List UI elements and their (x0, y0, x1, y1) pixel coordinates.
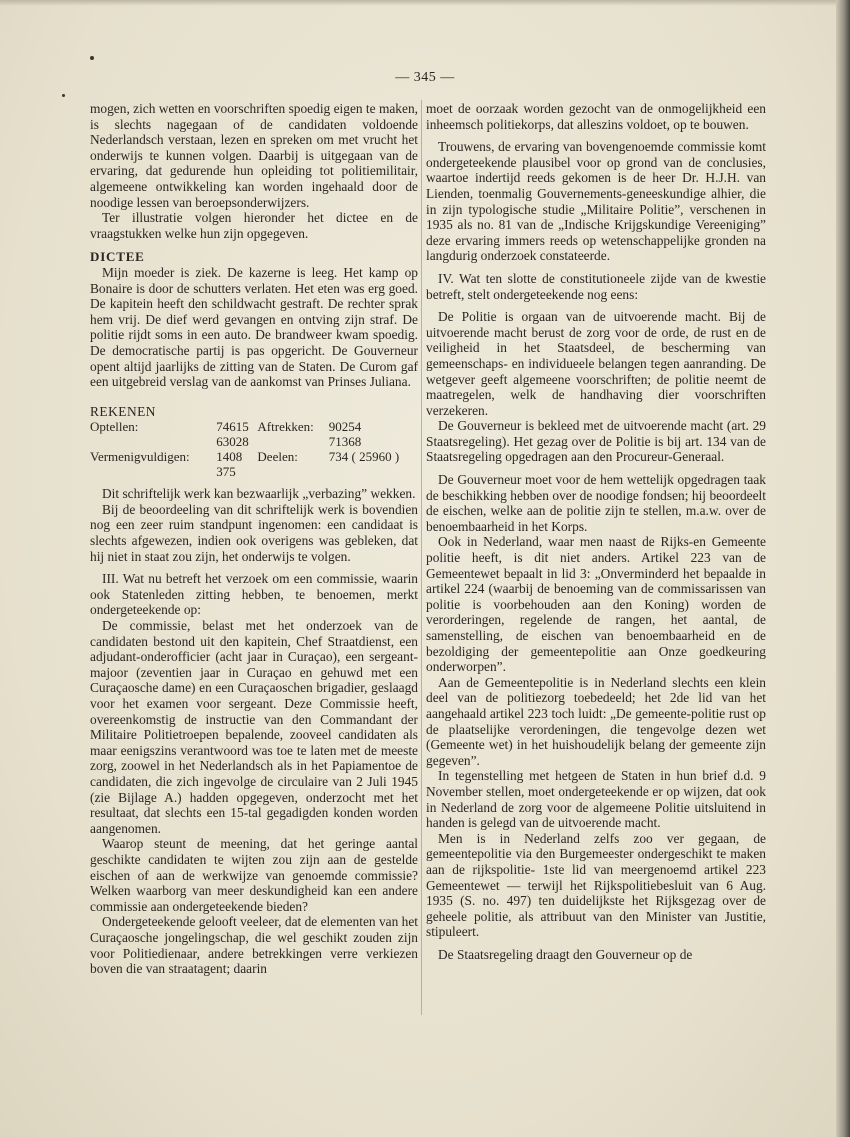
optellen-label: Optellen: (90, 419, 139, 435)
paragraph: moet de oorzaak worden gezocht van de onmogelijkheid een inheemsch politiekorps, dat alleszins voldoet, op te bouwen. (426, 101, 766, 132)
paragraph: Ter illustratie volgen hieronder het dictee en de vraagstukken welke hun zijn opgegeven. (90, 210, 418, 241)
aftrekken-value-a: 90254 (328, 419, 362, 435)
paragraph: De Gouverneur is bekleed met de uitvoerende macht (art. 29 Staatsregeling). Het gezag over de Politie is bij art. 134 van de Staatsregeling opgedragen aan den Procureur-Generaal. (426, 418, 766, 465)
paragraph: Waarop steunt de meening, dat het geringe aantal geschikte candidaten te wijten zou zijn aan de gestelde eischen of aan de werkwijze van genoemde commissie? Welken waarborg van meer deskundigheid kan een andere commissie aan ondergeteekende bieden? (90, 836, 418, 914)
page-top-shadow (0, 0, 850, 6)
rekenen-heading: REKENEN (90, 403, 156, 419)
dictee-heading: DICTEE (90, 249, 145, 265)
paragraph: Trouwens, de ervaring van bovengenoemde commissie komt ondergeteekende plausibel voor op grond van de conclusies, waartoe indertijd reeds gekomen is de heer Dr. H.J.H. van Lienden, toenmalig Gouvernements-geneeskundige alhier, die in zijn typologische studie „Militaire Politie”, verschenen in 1935 als no. 81 van de „Indische Krijgskundige Vereeniging” deze ervaring immers reeds op wetenschappelijke gronden na langdurig onderzoek constateerde. (426, 139, 766, 264)
deelen-label: Deelen: (257, 449, 298, 465)
paragraph: III. Wat nu betreft het verzoek om een commissie, waarin ook Statenleden zitting hebben, te benoemen, merkt ondergeteekende op: (90, 571, 418, 618)
paragraph: De Politie is orgaan van de uitvoerende macht. Bij de uitvoerende macht berust de zorg voor de orde, de rust en de veiligheid in het Staatsdeel, de bescherming van gemeenschaps- en individueele belangen tegen aanranding. De wetgever geeft algemeene voorschriften; de politie neemt de maatregelen, welk de handhaving dier voorschriften verzekeren. (426, 309, 766, 418)
vermenigvuldigen-value-a: 1408 (216, 449, 243, 465)
right-column (426, 101, 766, 962)
paragraph: mogen, zich wetten en voorschriften spoedig eigen te maken, is slechts nagegaan of de candidaten voldoende Nederlandsch verstaan, lezen en spreken om met vrucht het onderwijs te kunnen volgen. Daarbij is uitgegaan van de ervaring, dat gedurende hun opleiding tot politiemilitair, algemeene ontwikkeling kan worden ingehaald door de noodige lessen van beroepsonderwijzers. (90, 101, 418, 210)
optellen-value-a: 74615 (216, 419, 249, 435)
paragraph: De Staatsregeling draagt den Gouverneur op de (438, 946, 693, 962)
paragraph: Men is in Nederland zelfs zoo ver gegaan, de gemeentepolitie via den Burgemeester ondergeschikt te maken aan de rijkspolitie- 1ste lid van meergenoemd artikel 223 Gemeentewet — terwijl het Rijkspolitiebesluit van 6 Aug. 1935 (S. no. 497) ten duidelijkste het Rijksgezag over de geheele politie, als attribuut van den Minister van Justitie, stipuleert. (426, 830, 766, 940)
paragraph: Aan de Gemeentepolitie is in Nederland slechts een klein deel van de politiezorg toebedeeld; het 2de lid van het aangehaald artikel 223 toch luidt: „De gemeente-politie rust op de plaatselijke verordeningen, die tengevolge dezen wet (Gemeente wet) in het huishoudelijk belang der gemeente zijn gegeven”. (426, 674, 766, 768)
optellen-value-b: 63028 (216, 434, 249, 450)
rekenen-table (90, 419, 418, 479)
ink-speck (62, 94, 65, 97)
deelen-value: 734 ( 25960 ) (328, 449, 400, 465)
paragraph: In tegenstelling met hetgeen de Staten in hun brief d.d. 9 November stellen, moet ondergeteekende er op wijzen, dat ook in Nederland de zorg voor de algemeene Politie uitsluitend in handen is gelegd van de uitvoerende macht. (426, 768, 766, 831)
paragraph: Ondergeteekende gelooft veeleer, dat de elementen van het Curaçaosche jongelingschap, die wel geschikt zouden zijn voor Politiedienaar, andere betrekkingen verre verkiezen boven die van straatagent; daarin (90, 914, 418, 977)
column-divider (421, 100, 422, 1015)
paragraph: De Gouverneur moet voor de hem wettelijk opgedragen taak de beschikking hebben over de noodige fondsen; hij beoordeelt de eischen, welke aan de politie zijn te stellen, m.a.w. over de benoembaarheid in het Korps. (426, 472, 766, 534)
vermenigvuldigen-label: Vermenigvuldigen: (90, 449, 190, 465)
vermenigvuldigen-value-b: 375 (216, 464, 236, 480)
page-right-edge (836, 0, 850, 1137)
ink-speck (90, 56, 94, 60)
page-number: — 345 — (395, 70, 455, 85)
paragraph: IV. Wat ten slotte de constitutioneele zijde van de kwestie betreft, stelt ondergeteekende nog eens: (426, 270, 766, 302)
aftrekken-value-b: 71368 (328, 434, 362, 450)
paragraph: Ook in Nederland, waar men naast de Rijks-en Gemeente politie heeft, is dit niet anders. Artikel 223 van de Gemeentewet bepaalt in lid 3: „Onverminderd het bepaalde in artikel 224 (waarbij de benoeming van de commissarissen van politie is voorbehouden aan den Koning) worden de verorderingen, regelende de rangen, het aantal, de samenstelling, de eischen van benoembaarheid en de bezoldiging der gemeentepolitie aan Onze goedkeuring onderworpen”. (426, 534, 766, 675)
paragraph: Bij de beoordeeling van dit schriftelijk werk is bovendien nog een zeer ruim standpunt ingenomen: een candidaat is slechts afgewezen, indien ook overigens was gebleken, dat hij niet in staat zou zijn, het onderwijs te volgen. (90, 501, 418, 564)
aftrekken-label: Aftrekken: (257, 419, 314, 435)
paragraph: Dit schriftelijk werk kan bezwaarlijk „verbazing” wekken. (102, 486, 416, 502)
paragraph: De commissie, belast met het onderzoek van de candidaten bestond uit den kapitein, Chef Straatdienst, een adjudant-onderofficier (acht jaar in Curaçao), een sergeant-majoor (zeventien jaar in Curaçao en gehuwd met een Curaçaosche dame) en een Curaçaoschen brigadier, geslaagd voor het examen voor sergeant. Deze Commissie heeft, overeenkomstig de instructie van den Commandant der Militaire Politietroepen bepalende, zooveel candidaten als maar eenigszins verantwoord was toe te laten met de meeste zorg, zoowel in het Nederlandsch als in het Papiamentoe de candidaten, die zich ingevolge de circulaire van 2 Juli 1945 (zie Bijlage A.) hadden opgegeven, onderzocht met het resultaat, dat slechts een 15-tal gegadigden konden worden aangenomen. (90, 618, 418, 836)
dictee-text: Mijn moeder is ziek. De kazerne is leeg. Het kamp op Bonaire is door de schutters verlaten. Het eten was erg goed. De kapitein heeft den schildwacht gestraft. De rechter sprak hem vrij. De dief werd gevangen en ontving zijn straf. De politie rijdt soms in een auto. De brandweer kwam spoedig. De democratische partij is pas opgericht. De Gouverneur opent altijd jaarlijks de zitting van de Staten. De Curom gaf een uitgebreid verslag van de aankomst van Prinses Juliana. (90, 264, 418, 390)
left-column (90, 101, 418, 977)
